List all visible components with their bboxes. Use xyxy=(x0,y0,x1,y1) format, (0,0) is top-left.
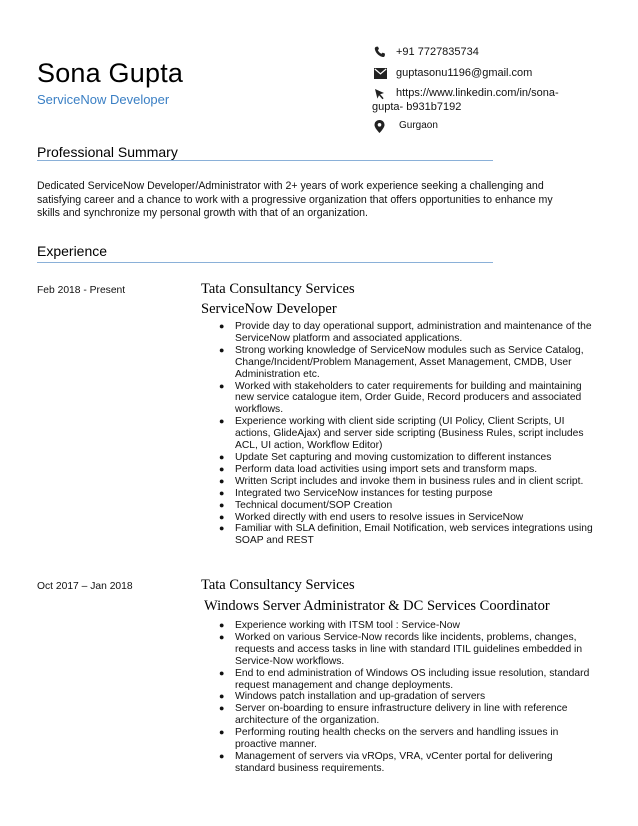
cursor-icon xyxy=(374,88,388,102)
location-pin-icon xyxy=(374,120,388,134)
job-bullet-line: standard business requirements. xyxy=(235,762,385,774)
job-bullet-line: requests and access tasks in line with standard ITIL guidelines embedded in xyxy=(235,643,583,655)
job-bullet-line: Update Set capturing and moving customization to different instances xyxy=(235,451,552,463)
candidate-name: Sona Gupta xyxy=(37,58,184,88)
summary-heading: Professional Summary xyxy=(37,144,178,160)
bullet-dot-icon: ● xyxy=(219,344,225,355)
job-bullet-list xyxy=(219,620,605,775)
job-bullet-line: proactive manner. xyxy=(235,739,317,751)
job-bullet xyxy=(219,523,605,547)
bullet-dot-icon: ● xyxy=(219,487,225,498)
experience-heading: Experience xyxy=(37,243,108,259)
job-bullet-line: new service catalogue item, Order Guide, Record producers and associated xyxy=(235,392,582,404)
job-bullet xyxy=(219,750,605,775)
job-bullet xyxy=(219,475,605,488)
job-bullet xyxy=(219,499,605,512)
job-bullet-line: ServiceNow platform and associated applications. xyxy=(235,332,463,344)
job-bullet-line: Technical document/SOP Creation xyxy=(235,499,393,511)
candidate-role: ServiceNow Developer xyxy=(37,92,170,107)
job-bullet-line: Familiar with SLA definition, Email Notification, web services integrations using xyxy=(235,523,593,535)
job-bullet-line: Experience working with ITSM tool : Service-Now xyxy=(235,620,460,631)
job-bullet-line: ACL, UI action, Workflow Editor) xyxy=(235,440,383,452)
job-bullet xyxy=(219,511,605,524)
job-bullet-line: request management and change deployments. xyxy=(235,679,454,691)
job-bullet-line: architecture of the organization. xyxy=(235,715,380,727)
job-bullet-line: Worked on various Service-Now records like incidents, problems, changes, xyxy=(235,631,577,643)
job-bullet-line: Worked with stakeholders to cater requirements for building and maintaining xyxy=(235,380,582,392)
job-bullet-line: End to end administration of Windows OS including issue resolution, standard xyxy=(235,667,590,679)
job-bullet xyxy=(219,703,605,727)
job-title: ServiceNow Developer xyxy=(201,301,337,317)
job-bullet xyxy=(219,344,605,381)
bullet-dot-icon: ● xyxy=(219,321,225,331)
summary-text: Dedicated ServiceNow Developer/Administrator with 2+ years of work experience seeking a challenging and satisfying career and a chance to work with a progressive organization that offers opportunities to enhance my skills and synchronize my personal growth with that of an organization. xyxy=(37,180,553,220)
job-dates: Oct 2017 – Jan 2018 xyxy=(37,581,133,592)
linkedin-text-line2[interactable]: gupta- b931b7192 xyxy=(372,101,462,113)
job-title: Windows Server Administrator & DC Services Coordinator xyxy=(204,598,550,614)
job-bullet-list xyxy=(219,321,605,547)
job-bullet-line: Service-Now workflows. xyxy=(235,655,345,667)
phone-text: +91 7727835734 xyxy=(396,46,479,58)
bullet-dot-icon: ● xyxy=(219,380,225,391)
envelope-icon xyxy=(374,68,388,82)
email-text[interactable]: guptasonu1196@gmail.com xyxy=(396,67,533,79)
experience-divider xyxy=(37,262,493,263)
job-bullet xyxy=(219,667,605,692)
location-text: Gurgaon xyxy=(399,120,438,131)
phone-icon xyxy=(374,46,388,60)
job-company: Tata Consultancy Services xyxy=(201,281,355,297)
bullet-dot-icon: ● xyxy=(219,703,225,714)
job-bullet-line: Experience working with client side scripting (UI Policy, Client Scripts, UI xyxy=(235,416,565,428)
job-bullet-line: Strong working knowledge of ServiceNow modules such as Service Catalog, xyxy=(235,344,584,356)
bullet-dot-icon: ● xyxy=(219,750,225,761)
job-bullet xyxy=(219,463,605,476)
bullet-dot-icon: ● xyxy=(219,463,225,474)
linkedin-text-line1[interactable]: https://www.linkedin.com/in/sona- xyxy=(396,87,559,99)
job-bullet-line: Server on-boarding to ensure infrastructure delivery in line with reference xyxy=(235,703,568,715)
bullet-dot-icon: ● xyxy=(219,511,225,522)
bullet-dot-icon: ● xyxy=(219,416,225,427)
job-bullet-line: Worked directly with end users to resolve issues in ServiceNow xyxy=(235,511,524,523)
job-company: Tata Consultancy Services xyxy=(201,577,355,593)
job-bullet-line: Provide day to day operational support, administration and maintenance of the xyxy=(235,321,592,332)
job-bullet-line: actions, GlideAjax) and server side scripting (Business Rules, script includes xyxy=(235,428,584,440)
summary-divider xyxy=(37,160,493,161)
job-bullet xyxy=(219,451,605,464)
job-bullet-line: Written Script includes and invoke them in business rules and in client script. xyxy=(235,475,584,487)
job-bullet xyxy=(219,321,605,345)
bullet-dot-icon: ● xyxy=(219,727,225,738)
job-bullet xyxy=(219,691,605,703)
bullet-dot-icon: ● xyxy=(219,523,225,534)
job-bullet xyxy=(219,487,605,500)
job-bullet-line: Windows patch installation and up-gradation of servers xyxy=(235,691,486,703)
job-bullet xyxy=(219,631,605,668)
bullet-dot-icon: ● xyxy=(219,451,225,462)
job-bullet xyxy=(219,380,605,417)
bullet-dot-icon: ● xyxy=(219,631,225,642)
job-bullet-line: Integrated two ServiceNow instances for testing purpose xyxy=(235,487,493,499)
job-bullet xyxy=(219,727,605,751)
job-bullet-line: Performing routing health checks on the servers and handling issues in xyxy=(235,727,559,739)
job-dates: Feb 2018 - Present xyxy=(37,285,126,296)
job-bullet xyxy=(219,620,605,632)
bullet-dot-icon: ● xyxy=(219,499,225,510)
bullet-dot-icon: ● xyxy=(219,691,225,702)
job-bullet xyxy=(219,416,605,452)
bullet-dot-icon: ● xyxy=(219,475,225,486)
bullet-dot-icon: ● xyxy=(219,620,225,630)
job-bullet-line: Management of servers via vROps, VRA, vCenter portal for delivering xyxy=(235,750,553,762)
job-bullet-line: Change/Incident/Problem Management, Asset Management, CMDB, User xyxy=(235,356,572,368)
job-bullet-line: Perform data load activities using import sets and transform maps. xyxy=(235,463,538,475)
job-bullet-line: workflows. xyxy=(235,404,284,416)
bullet-dot-icon: ● xyxy=(219,667,225,678)
job-bullet-line: SOAP and REST xyxy=(235,535,314,547)
job-bullet-line: Administration etc. xyxy=(235,368,320,380)
